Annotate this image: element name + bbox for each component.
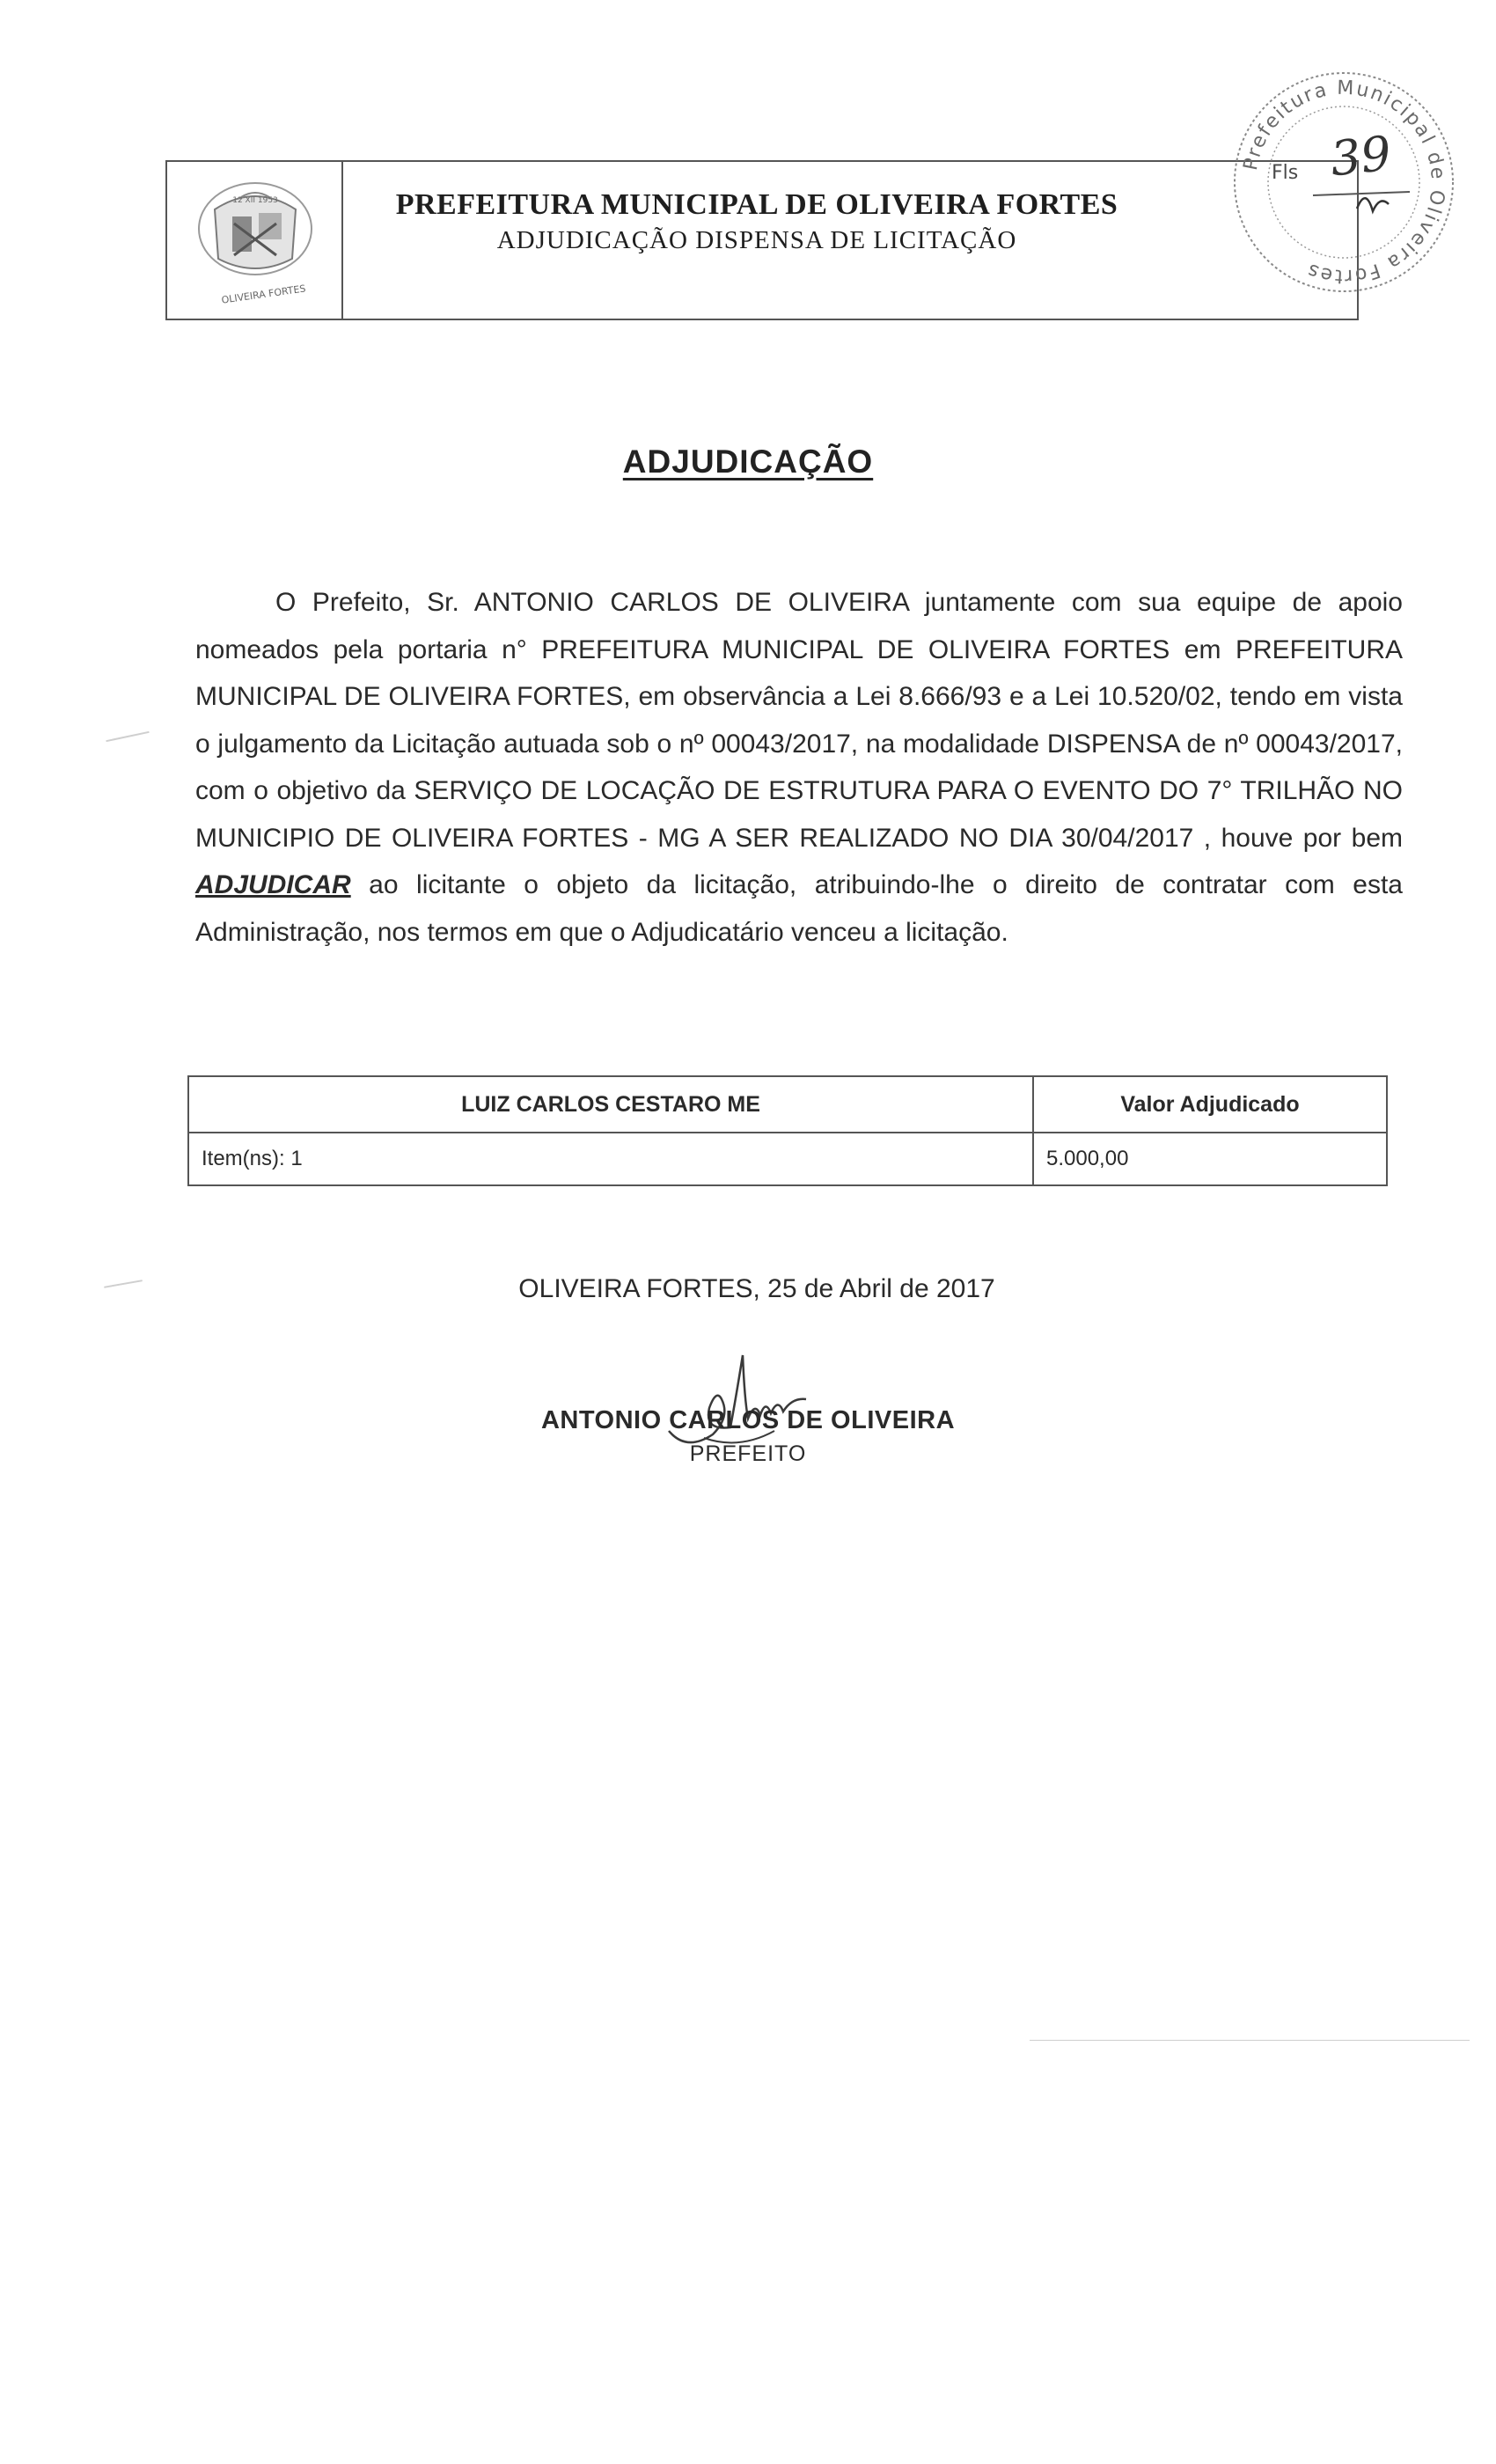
paragraph-emphasis: ADJUDICAR: [195, 870, 351, 899]
table-header-row: [188, 1076, 1387, 1133]
municipal-crest-icon: [180, 174, 331, 308]
items-cell: Item(ns): 1: [188, 1133, 1033, 1185]
svg-text:Prefeitura Municipal de Olivei: Prefeitura Municipal de Oliveira Fortes: [1239, 77, 1449, 288]
adjudication-paragraph: [195, 579, 1403, 956]
place-date-line: OLIVEIRA FORTES, 25 de Abril de 2017: [518, 1274, 995, 1303]
vendor-name-header: LUIZ CARLOS CESTARO ME: [188, 1076, 1033, 1133]
adjudication-table: [187, 1075, 1388, 1186]
value-header: Valor Adjudicado: [1033, 1076, 1387, 1133]
header-titles: [343, 162, 1170, 319]
table-row: [188, 1133, 1387, 1185]
document-title: ADJUDICAÇÃO: [622, 444, 874, 480]
paragraph-text-start: O Prefeito, Sr. ANTONIO CARLOS DE OLIVEIRA juntamente com sua equipe de apoio nomeados pela portaria n° PREFEITURA MUNICIPAL DE OLIVEIRA FORTES em PREFEITURA MUNICIPAL DE OLIVEIRA FORTES, em observância a Lei 8.666/93 e a Lei 10.520/02, tendo em vista o julgamento da Licitação autuada sob o nº 00043/2017, na modalidade DISPENSA de nº 00043/2017, com o objetivo da SERVIÇO DE LOCAÇÃO DE ESTRUTURA PARA O EVENTO DO 7° TRILHÃO NO MUNICIPIO DE OLIVEIRA FORTES - MG A SER REALIZADO NO DIA 30/04/2017 , houve por bem: [195, 588, 1403, 853]
stamp-fls-label: Fls: [1272, 162, 1299, 184]
svg-text:OLIVEIRA FORTES: OLIVEIRA FORTES: [220, 282, 307, 306]
document-type-subtitle: ADJUDICAÇÃO DISPENSA DE LICITAÇÃO: [496, 226, 1017, 254]
municipal-crest-cell: [167, 162, 343, 319]
signer-name: ANTONIO CARLOS DE OLIVEIRA: [540, 1406, 956, 1434]
svg-text:12 XII 1953: 12 XII 1953: [232, 196, 278, 205]
stamp-page-number: 39: [1327, 125, 1394, 187]
value-cell: 5.000,00: [1033, 1133, 1387, 1185]
scan-artifact: [1030, 2040, 1470, 2041]
scan-artifact: [106, 731, 149, 742]
municipality-title: PREFEITURA MUNICIPAL DE OLIVEIRA FORTES: [395, 188, 1118, 221]
paragraph-text-end: ao licitante o objeto da licitação, atribuindo-lhe o direito de contratar com esta Administração, nos termos em que o Adjudicatário venceu a licitação.: [195, 870, 1403, 947]
document-header: [165, 160, 1359, 320]
signer-role: PREFEITO: [689, 1441, 807, 1466]
